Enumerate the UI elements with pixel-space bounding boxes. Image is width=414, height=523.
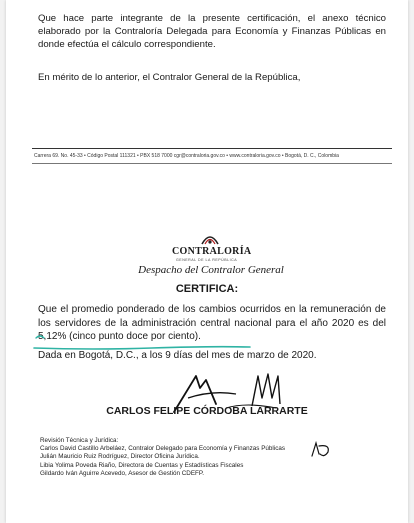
certifica-heading: CERTIFICA: [175, 283, 239, 295]
credits-line: Libia Yolima Poveda Riaño, Directora de Cuentas y Estadísticas Fiscales [40, 461, 244, 469]
signer-name: CARLOS FELIPE CÓRDOBA LARRARTE [106, 405, 308, 417]
credits-line: Carlos David Castillo Arbeláez, Contralor Delegado para Economía y Finanzas Públicas [40, 445, 286, 453]
page-separator [32, 163, 392, 164]
intro-paragraph: Que hace parte integrante de la presente certificación, el anexo técnico elaborado por la Contraloría Delegada para Economía y Finanzas Públicas en donde efectúa el cálculo correspondiente. [38, 13, 386, 50]
office-title: Despacho del Contralor General [138, 264, 284, 276]
handwritten-initials [310, 440, 334, 460]
footer-top-rule [32, 148, 392, 149]
date-line: Dada en Bogotá, D.C., a los 9 días del mes de marzo de 2020. [38, 350, 317, 361]
merito-paragraph: En mérito de lo anterior, el Contralor General de la República, [38, 72, 301, 83]
credits-line: Revisión Técnica y Jurídica: [40, 437, 119, 444]
org-name: CONTRALORÍA [172, 246, 252, 257]
certification-body: Que el promedio ponderado de los cambios ocurridos en la remuneración de los servidores de la administración central nacional para el año 2020 es del 5,12% (cinco punto doce por ciento). [38, 304, 386, 342]
page-footer-contact: Carrera 69. No. 45-33 • Código Postal 111321 • PBX 518 7000 cgr@contraloria.gov.co • www.contraloria.gov.co • Bogotá, D. C., Colombia [34, 153, 339, 159]
document-page [6, 0, 408, 523]
org-subtitle: GENERAL DE LA REPÚBLICA [176, 258, 238, 262]
credits-line: Gildardo Iván Aguirre Acevedo, Asesor de Gestión CDEFP. [40, 469, 205, 477]
credits-line: Julián Mauricio Ruiz Rodríguez, Director Oficina Jurídica. [40, 453, 200, 461]
